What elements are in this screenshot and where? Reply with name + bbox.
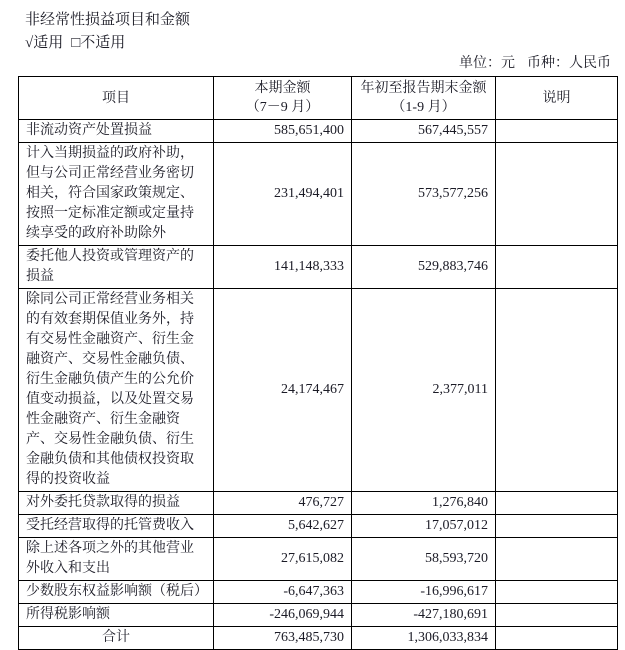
item-cell: 少数股东权益影响额（税后） — [19, 581, 214, 604]
current-amount-cell: 5,642,627 — [214, 515, 352, 538]
col-header-ytd — [352, 77, 496, 120]
unit-label: 单位：元 — [459, 56, 515, 71]
ytd-amount-cell: 2,377,011 — [352, 289, 496, 492]
item-cell: 非流动资产处置损益 — [19, 120, 214, 143]
note-cell — [496, 289, 618, 492]
ytd-amount-cell: 529,883,746 — [352, 246, 496, 289]
table-row — [19, 581, 618, 604]
table-row — [19, 289, 618, 492]
section-title: 非经常性损益项目和金额 — [25, 12, 191, 28]
current-amount-cell: 141,148,333 — [214, 246, 352, 289]
applicable-option: √适用 — [25, 35, 64, 51]
note-cell — [496, 246, 618, 289]
ytd-amount-cell: 567,445,557 — [352, 120, 496, 143]
table-row — [19, 246, 618, 289]
note-cell — [496, 581, 618, 604]
ytd-amount-total-cell: 1,306,033,834 — [352, 627, 496, 650]
table-row — [19, 492, 618, 515]
ytd-amount-cell: -427,180,691 — [352, 604, 496, 627]
item-cell: 委托他人投资或管理资产的损益 — [19, 246, 214, 289]
item-cell: 受托经营取得的托管费收入 — [19, 515, 214, 538]
col-header-current-line1: 本期金额 — [254, 81, 311, 96]
unit-currency-line — [0, 55, 625, 72]
col-header-current-period — [214, 77, 352, 120]
note-cell — [496, 538, 618, 581]
total-label-cell: 合计 — [19, 627, 214, 650]
note-cell — [496, 604, 618, 627]
note-cell — [496, 120, 618, 143]
ytd-amount-cell: 17,057,012 — [352, 515, 496, 538]
table-row — [19, 120, 618, 143]
item-cell: 所得税影响额 — [19, 604, 214, 627]
ytd-amount-cell: 1,276,840 — [352, 492, 496, 515]
ytd-amount-cell: 58,593,720 — [352, 538, 496, 581]
not-applicable-option: □不适用 — [71, 35, 126, 51]
current-amount-cell: 231,494,401 — [214, 143, 352, 246]
col-header-ytd-line1: 年初至报告期末金额 — [360, 81, 487, 96]
table-row — [19, 515, 618, 538]
item-cell: 计入当期损益的政府补助，但与公司正常经营业务密切相关，符合国家政策规定、按照一定标准定额或定量持续享受的政府补助除外 — [19, 143, 214, 246]
current-amount-cell: -246,069,944 — [214, 604, 352, 627]
current-amount-cell: 476,727 — [214, 492, 352, 515]
table-total-row — [19, 627, 618, 650]
table-row — [19, 143, 618, 246]
item-cell: 对外委托贷款取得的损益 — [19, 492, 214, 515]
note-cell — [496, 143, 618, 246]
current-amount-cell: 27,615,082 — [214, 538, 352, 581]
item-cell: 除上述各项之外的其他营业外收入和支出 — [19, 538, 214, 581]
non-recurring-items-table — [18, 76, 618, 650]
note-cell — [496, 627, 618, 650]
col-header-current-line2: （7－9 月） — [245, 100, 320, 115]
col-header-ytd-line2: （1-9 月） — [391, 100, 456, 115]
table-row — [19, 538, 618, 581]
currency-label: 币种：人民币 — [527, 56, 611, 71]
ytd-amount-cell: 573,577,256 — [352, 143, 496, 246]
ytd-amount-cell: -16,996,617 — [352, 581, 496, 604]
table-row — [19, 604, 618, 627]
applicability-line — [0, 29, 625, 52]
current-amount-cell: 24,174,467 — [214, 289, 352, 492]
note-cell — [496, 492, 618, 515]
note-cell — [496, 515, 618, 538]
item-cell: 除同公司正常经营业务相关的有效套期保值业务外，持有交易性金融资产、衍生金融资产、交易性金融负债、衍生金融负债产生的公允价值变动损益，以及处置交易性金融资产、衍生金融资产、交易性金融负债、衍生金融负债和其他债权投资取得的投资收益 — [19, 289, 214, 492]
col-header-item: 项目 — [19, 77, 214, 120]
current-amount-cell: -6,647,363 — [214, 581, 352, 604]
current-amount-total-cell: 763,485,730 — [214, 627, 352, 650]
table-header-row — [19, 77, 618, 120]
current-amount-cell: 585,651,400 — [214, 120, 352, 143]
col-header-note: 说明 — [496, 77, 618, 120]
